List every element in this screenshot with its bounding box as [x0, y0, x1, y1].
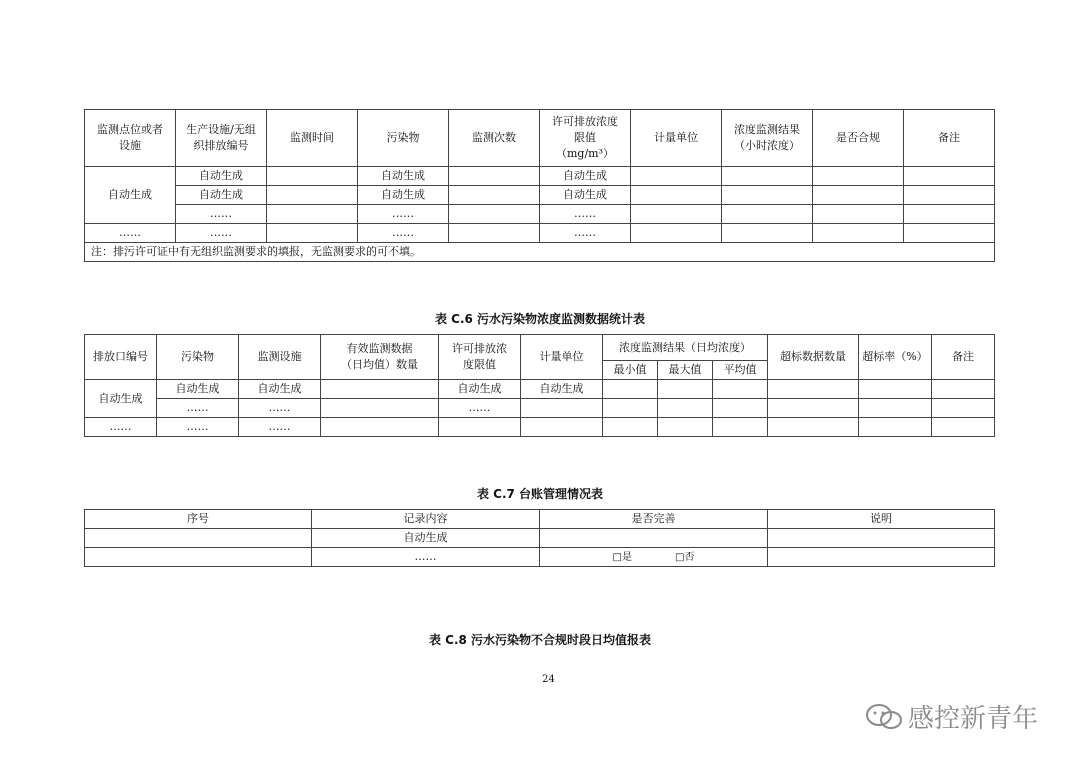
table-row	[85, 548, 995, 567]
header-cell: 有效监测数据 （日均值）数量	[321, 335, 439, 380]
table-cell: 自动生成	[312, 529, 540, 548]
header-cell: 是否完善	[540, 510, 768, 529]
table-cell: 自动生成	[176, 167, 267, 186]
table-cell	[449, 167, 540, 186]
table-cell	[267, 186, 358, 205]
table-caption: 表 C.6 污水污染物浓度监测数据统计表	[434, 312, 646, 326]
table-cell	[904, 205, 995, 224]
header-cell: 序号	[85, 510, 312, 529]
table-cell: ……	[239, 399, 321, 418]
wechat-icon	[864, 702, 904, 732]
table-cell	[267, 167, 358, 186]
header-cell: 监测点位或者 设施	[85, 110, 176, 167]
table-row	[85, 167, 995, 186]
table-cell	[631, 224, 722, 243]
table-cell: ……	[439, 399, 521, 418]
header-cell: 记录内容	[312, 510, 540, 529]
table-cell: 自动生成	[439, 380, 521, 399]
table-cell: 自动生成	[358, 186, 449, 205]
table-cell	[932, 380, 995, 399]
table-cell	[722, 224, 813, 243]
table-cell: ……	[358, 205, 449, 224]
table-cell: ……	[176, 205, 267, 224]
table-cell	[321, 418, 439, 437]
table-cell: ……	[176, 224, 267, 243]
header-cell: 计量单位	[521, 335, 603, 380]
header-cell: 浓度监测结果 （小时浓度）	[722, 110, 813, 167]
table-cell	[658, 418, 713, 437]
header-cell: 许可排放浓度 限值 （mg/m³）	[540, 110, 631, 167]
table-cell	[722, 167, 813, 186]
table-cell	[768, 529, 995, 548]
table-cell	[813, 186, 904, 205]
table-cell	[603, 380, 658, 399]
table-cell	[603, 399, 658, 418]
header-cell: 监测时间	[267, 110, 358, 167]
table-cell: ……	[312, 548, 540, 567]
table-cell	[813, 205, 904, 224]
table-note-row	[85, 243, 995, 262]
table-cell: 自动生成	[358, 167, 449, 186]
table-cell	[631, 205, 722, 224]
table-cell	[540, 548, 768, 567]
table-cell	[813, 167, 904, 186]
table-cell	[321, 380, 439, 399]
table-cell	[932, 399, 995, 418]
table-cell	[813, 224, 904, 243]
table-cell	[439, 418, 521, 437]
page-number: 24	[542, 674, 555, 685]
header-cell: 生产设施/无组 织排放编号	[176, 110, 267, 167]
header-cell: 超标率（%）	[859, 335, 932, 380]
table-cell: ……	[358, 224, 449, 243]
table-cell	[768, 548, 995, 567]
table-cell: 自动生成	[157, 380, 239, 399]
table-cell	[631, 186, 722, 205]
table-cell	[722, 186, 813, 205]
table-row	[85, 186, 995, 205]
table-cell	[321, 399, 439, 418]
table-row	[85, 205, 995, 224]
table-cell	[904, 186, 995, 205]
header-cell: 备注	[904, 110, 995, 167]
table-cell: ……	[239, 418, 321, 437]
table-cell	[722, 205, 813, 224]
table-caption: 表 C.7 台账管理情况表	[476, 487, 604, 501]
header-cell: 许可排放浓 度限值	[439, 335, 521, 380]
header-cell: 污染物	[157, 335, 239, 380]
table-cell	[859, 399, 932, 418]
table-cell: ……	[540, 205, 631, 224]
table-cell: 自动生成	[176, 186, 267, 205]
table-cell	[85, 529, 312, 548]
table-cell: 自动生成	[540, 167, 631, 186]
header-cell: 超标数据数量	[768, 335, 859, 380]
table-cell	[713, 399, 768, 418]
table-cell	[521, 399, 603, 418]
table-cell	[449, 205, 540, 224]
table-cell	[713, 418, 768, 437]
table-cell: ……	[157, 418, 239, 437]
table-cell: 自动生成	[85, 167, 176, 224]
table-cell	[449, 186, 540, 205]
header-cell: 排放口编号	[85, 335, 157, 380]
table-cell: 自动生成	[85, 380, 157, 418]
table-cell	[859, 418, 932, 437]
checkbox-yes[interactable]: □是	[612, 551, 632, 563]
table-cell	[658, 399, 713, 418]
table-cell	[267, 224, 358, 243]
table-cell	[768, 418, 859, 437]
table-row	[85, 380, 995, 399]
table-ledger-management	[84, 509, 995, 567]
table-cell: 自动生成	[239, 380, 321, 399]
table-cell	[631, 167, 722, 186]
table-cell	[859, 380, 932, 399]
table-note: 注：排污许可证中有无组织监测要求的填报，无监测要求的可不填。	[85, 243, 995, 262]
table-cell	[603, 418, 658, 437]
header-cell: 污染物	[358, 110, 449, 167]
table-cell: 自动生成	[540, 186, 631, 205]
table-row	[85, 418, 995, 437]
table-cell	[540, 529, 768, 548]
table-header-row	[85, 335, 995, 361]
table-cell	[521, 418, 603, 437]
table-cell	[768, 399, 859, 418]
table-concentration-stats	[84, 334, 995, 437]
subheader-cell: 最大值	[658, 361, 713, 380]
table-cell	[449, 224, 540, 243]
table-cell: ……	[85, 418, 157, 437]
header-cell: 计量单位	[631, 110, 722, 167]
table-cell	[267, 205, 358, 224]
header-cell: 备注	[932, 335, 995, 380]
table-cell: ……	[157, 399, 239, 418]
checkbox-no[interactable]: □否	[675, 551, 695, 563]
table-monitoring-points	[84, 109, 995, 262]
table-row	[85, 529, 995, 548]
table-cell	[713, 380, 768, 399]
header-cell: 监测设施	[239, 335, 321, 380]
table-row	[85, 399, 995, 418]
watermark-text: 感控新青年	[908, 704, 1039, 734]
header-cell: 说明	[768, 510, 995, 529]
table-cell	[768, 380, 859, 399]
table-header-row	[85, 510, 995, 529]
header-cell: 浓度监测结果（日均浓度）	[603, 335, 768, 361]
table-caption: 表 C.8 污水污染物不合规时段日均值报表	[428, 633, 652, 647]
table-cell: ……	[540, 224, 631, 243]
table-cell	[932, 418, 995, 437]
table-cell	[904, 224, 995, 243]
watermark	[864, 698, 1038, 735]
table-cell: 自动生成	[521, 380, 603, 399]
subheader-cell: 平均值	[713, 361, 768, 380]
table-row	[85, 224, 995, 243]
header-cell: 是否合规	[813, 110, 904, 167]
table-cell	[904, 167, 995, 186]
table-header-row	[85, 110, 995, 167]
table-cell: ……	[85, 224, 176, 243]
subheader-cell: 最小值	[603, 361, 658, 380]
table-cell	[85, 548, 312, 567]
header-cell: 监测次数	[449, 110, 540, 167]
table-cell	[658, 380, 713, 399]
